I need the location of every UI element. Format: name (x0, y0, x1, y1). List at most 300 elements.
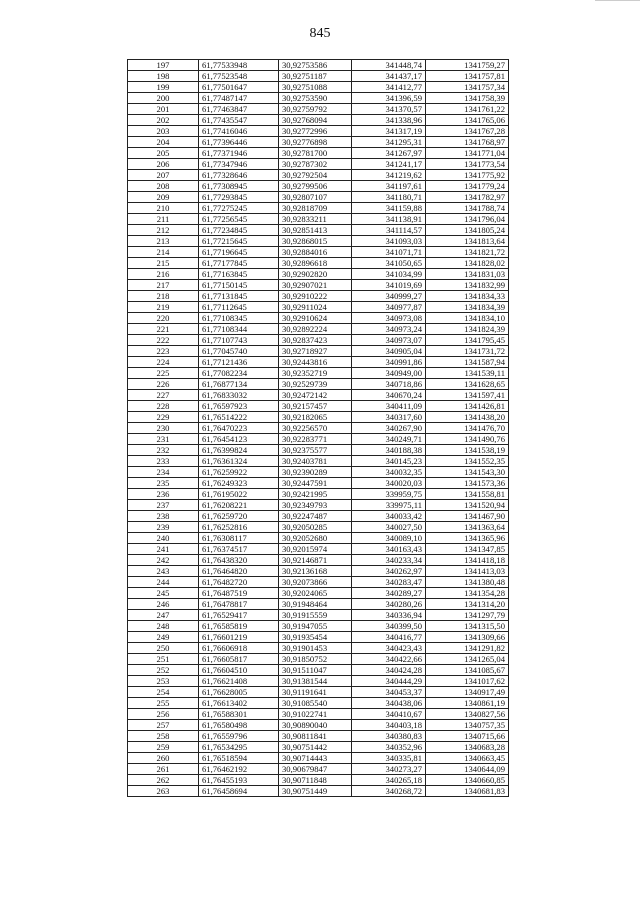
y-coordinate-cell: 1341085,67 (426, 665, 509, 676)
table-row (128, 434, 509, 445)
y-coordinate-cell: 1341538,19 (426, 445, 509, 456)
point-number-cell: 197 (128, 60, 199, 71)
coordinates-table (127, 59, 509, 797)
y-coordinate-cell: 1341418,18 (426, 555, 509, 566)
x-coordinate-cell: 341317,19 (352, 126, 426, 137)
x-coordinate-cell: 340268,72 (352, 786, 426, 797)
point-number-cell: 208 (128, 181, 199, 192)
y-coordinate-cell: 1341824,39 (426, 324, 509, 335)
x-coordinate-cell: 340973,08 (352, 313, 426, 324)
y-coordinate-cell: 1341759,27 (426, 60, 509, 71)
y-coordinate-cell: 1340644,09 (426, 764, 509, 775)
longitude-cell: 30,92792504 (279, 170, 352, 181)
latitude-cell: 61,76487519 (199, 588, 279, 599)
table-row (128, 610, 509, 621)
x-coordinate-cell: 340033,42 (352, 511, 426, 522)
table-row (128, 555, 509, 566)
y-coordinate-cell: 1341731,72 (426, 346, 509, 357)
longitude-cell: 30,92910222 (279, 291, 352, 302)
table-row (128, 247, 509, 258)
latitude-cell: 61,76438320 (199, 555, 279, 566)
x-coordinate-cell: 341180,71 (352, 192, 426, 203)
latitude-cell: 61,76613402 (199, 698, 279, 709)
point-number-cell: 198 (128, 71, 199, 82)
y-coordinate-cell: 1341628,65 (426, 379, 509, 390)
x-coordinate-cell: 340973,07 (352, 335, 426, 346)
longitude-cell: 30,92911024 (279, 302, 352, 313)
x-coordinate-cell: 340416,77 (352, 632, 426, 643)
point-number-cell: 254 (128, 687, 199, 698)
point-number-cell: 218 (128, 291, 199, 302)
latitude-cell: 61,76478817 (199, 599, 279, 610)
latitude-cell: 61,77112645 (199, 302, 279, 313)
latitude-cell: 61,77163845 (199, 269, 279, 280)
latitude-cell: 61,77177845 (199, 258, 279, 269)
longitude-cell: 30,92443816 (279, 357, 352, 368)
longitude-cell: 30,92472142 (279, 390, 352, 401)
longitude-cell: 30,92753586 (279, 60, 352, 71)
x-coordinate-cell: 340999,27 (352, 291, 426, 302)
longitude-cell: 30,92375577 (279, 445, 352, 456)
table-row (128, 170, 509, 181)
table-row (128, 577, 509, 588)
latitude-cell: 61,76361324 (199, 456, 279, 467)
longitude-cell: 30,92818709 (279, 203, 352, 214)
table-row (128, 181, 509, 192)
latitude-cell: 61,76585819 (199, 621, 279, 632)
latitude-cell: 61,77293845 (199, 192, 279, 203)
y-coordinate-cell: 1341587,94 (426, 357, 509, 368)
y-coordinate-cell: 1341552,35 (426, 456, 509, 467)
latitude-cell: 61,77501647 (199, 82, 279, 93)
y-coordinate-cell: 1341779,24 (426, 181, 509, 192)
longitude-cell: 30,91022741 (279, 709, 352, 720)
y-coordinate-cell: 1341354,28 (426, 588, 509, 599)
latitude-cell: 61,76249323 (199, 478, 279, 489)
x-coordinate-cell: 341338,96 (352, 115, 426, 126)
longitude-cell: 30,92837423 (279, 335, 352, 346)
point-number-cell: 247 (128, 610, 199, 621)
x-coordinate-cell: 339959,75 (352, 489, 426, 500)
latitude-cell: 61,76580498 (199, 720, 279, 731)
page-number: 845 (309, 26, 331, 41)
x-coordinate-cell: 340289,27 (352, 588, 426, 599)
latitude-cell: 61,77196645 (199, 247, 279, 258)
y-coordinate-cell: 1341758,39 (426, 93, 509, 104)
longitude-cell: 30,92902820 (279, 269, 352, 280)
table-row (128, 379, 509, 390)
table-row (128, 203, 509, 214)
latitude-cell: 61,76195022 (199, 489, 279, 500)
y-coordinate-cell: 1341597,41 (426, 390, 509, 401)
point-number-cell: 253 (128, 676, 199, 687)
longitude-cell: 30,90890040 (279, 720, 352, 731)
table-row (128, 599, 509, 610)
x-coordinate-cell: 340977,87 (352, 302, 426, 313)
latitude-cell: 61,76601219 (199, 632, 279, 643)
table-row (128, 225, 509, 236)
point-number-cell: 221 (128, 324, 199, 335)
y-coordinate-cell: 1341788,74 (426, 203, 509, 214)
point-number-cell: 216 (128, 269, 199, 280)
longitude-cell: 30,92283771 (279, 434, 352, 445)
y-coordinate-cell: 1341771,04 (426, 148, 509, 159)
point-number-cell: 226 (128, 379, 199, 390)
longitude-cell: 30,91901453 (279, 643, 352, 654)
latitude-cell: 61,76259720 (199, 511, 279, 522)
table-row (128, 742, 509, 753)
table-row (128, 643, 509, 654)
x-coordinate-cell: 340670,24 (352, 390, 426, 401)
table-row (128, 214, 509, 225)
longitude-cell: 30,90711848 (279, 775, 352, 786)
table-row (128, 313, 509, 324)
latitude-cell: 61,77131845 (199, 291, 279, 302)
table-row (128, 71, 509, 82)
longitude-cell: 30,92421995 (279, 489, 352, 500)
table-row (128, 467, 509, 478)
table-row (128, 60, 509, 71)
y-coordinate-cell: 1341426,81 (426, 401, 509, 412)
latitude-cell: 61,77328646 (199, 170, 279, 181)
x-coordinate-cell: 340317,60 (352, 412, 426, 423)
table-row (128, 533, 509, 544)
x-coordinate-cell: 341050,65 (352, 258, 426, 269)
latitude-cell: 61,77396446 (199, 137, 279, 148)
longitude-cell: 30,92073866 (279, 577, 352, 588)
point-number-cell: 231 (128, 434, 199, 445)
y-coordinate-cell: 1341765,06 (426, 115, 509, 126)
latitude-cell: 61,77371946 (199, 148, 279, 159)
x-coordinate-cell: 341295,31 (352, 137, 426, 148)
x-coordinate-cell: 341448,74 (352, 60, 426, 71)
point-number-cell: 234 (128, 467, 199, 478)
longitude-cell: 30,92247487 (279, 511, 352, 522)
point-number-cell: 260 (128, 753, 199, 764)
table-row (128, 137, 509, 148)
y-coordinate-cell: 1341363,64 (426, 522, 509, 533)
longitude-cell: 30,92776898 (279, 137, 352, 148)
latitude-cell: 61,77275245 (199, 203, 279, 214)
y-coordinate-cell: 1341017,62 (426, 676, 509, 687)
point-number-cell: 229 (128, 412, 199, 423)
point-number-cell: 211 (128, 214, 199, 225)
y-coordinate-cell: 1340917,49 (426, 687, 509, 698)
x-coordinate-cell: 340020,03 (352, 478, 426, 489)
point-number-cell: 242 (128, 555, 199, 566)
latitude-cell: 61,76464820 (199, 566, 279, 577)
longitude-cell: 30,92751187 (279, 71, 352, 82)
y-coordinate-cell: 1341828,02 (426, 258, 509, 269)
latitude-cell: 61,77234845 (199, 225, 279, 236)
x-coordinate-cell: 340991,86 (352, 357, 426, 368)
x-coordinate-cell: 341093,03 (352, 236, 426, 247)
latitude-cell: 61,76833032 (199, 390, 279, 401)
table-row (128, 478, 509, 489)
table-row (128, 126, 509, 137)
latitude-cell: 61,76308117 (199, 533, 279, 544)
latitude-cell: 61,76454123 (199, 434, 279, 445)
y-coordinate-cell: 1341539,11 (426, 368, 509, 379)
table-row (128, 720, 509, 731)
latitude-cell: 61,77308945 (199, 181, 279, 192)
y-coordinate-cell: 1341438,20 (426, 412, 509, 423)
point-number-cell: 203 (128, 126, 199, 137)
y-coordinate-cell: 1341813,64 (426, 236, 509, 247)
point-number-cell: 205 (128, 148, 199, 159)
latitude-cell: 61,77082234 (199, 368, 279, 379)
latitude-cell: 61,76597923 (199, 401, 279, 412)
y-coordinate-cell: 1341467,90 (426, 511, 509, 522)
latitude-cell: 61,76374517 (199, 544, 279, 555)
y-coordinate-cell: 1341805,24 (426, 225, 509, 236)
table-row (128, 544, 509, 555)
x-coordinate-cell: 340262,97 (352, 566, 426, 577)
longitude-cell: 30,92751088 (279, 82, 352, 93)
point-number-cell: 200 (128, 93, 199, 104)
point-number-cell: 213 (128, 236, 199, 247)
point-number-cell: 202 (128, 115, 199, 126)
x-coordinate-cell: 340335,81 (352, 753, 426, 764)
top-edge-rule (595, 0, 640, 1)
latitude-cell: 61,76470223 (199, 423, 279, 434)
y-coordinate-cell: 1341315,50 (426, 621, 509, 632)
x-coordinate-cell: 341034,99 (352, 269, 426, 280)
x-coordinate-cell: 340399,50 (352, 621, 426, 632)
longitude-cell: 30,92157457 (279, 401, 352, 412)
table-row (128, 346, 509, 357)
x-coordinate-cell: 340188,38 (352, 445, 426, 456)
x-coordinate-cell: 340403,18 (352, 720, 426, 731)
point-number-cell: 206 (128, 159, 199, 170)
latitude-cell: 61,76518594 (199, 753, 279, 764)
latitude-cell: 61,77215645 (199, 236, 279, 247)
x-coordinate-cell: 341241,17 (352, 159, 426, 170)
table-row (128, 423, 509, 434)
longitude-cell: 30,90751449 (279, 786, 352, 797)
point-number-cell: 214 (128, 247, 199, 258)
latitude-cell: 61,76588301 (199, 709, 279, 720)
table-row (128, 269, 509, 280)
y-coordinate-cell: 1341761,22 (426, 104, 509, 115)
table-row (128, 511, 509, 522)
x-coordinate-cell: 340410,67 (352, 709, 426, 720)
x-coordinate-cell: 341370,57 (352, 104, 426, 115)
latitude-cell: 61,76606918 (199, 643, 279, 654)
table-row (128, 621, 509, 632)
point-number-cell: 255 (128, 698, 199, 709)
longitude-cell: 30,92015974 (279, 544, 352, 555)
table-row (128, 588, 509, 599)
point-number-cell: 233 (128, 456, 199, 467)
latitude-cell: 61,77107743 (199, 335, 279, 346)
x-coordinate-cell: 340233,34 (352, 555, 426, 566)
table-row (128, 280, 509, 291)
x-coordinate-cell: 340163,43 (352, 544, 426, 555)
y-coordinate-cell: 1341558,81 (426, 489, 509, 500)
y-coordinate-cell: 1340827,56 (426, 709, 509, 720)
table-row (128, 357, 509, 368)
latitude-cell: 61,76455193 (199, 775, 279, 786)
latitude-cell: 61,77463847 (199, 104, 279, 115)
y-coordinate-cell: 1341768,97 (426, 137, 509, 148)
point-number-cell: 250 (128, 643, 199, 654)
y-coordinate-cell: 1341309,66 (426, 632, 509, 643)
table-row (128, 753, 509, 764)
longitude-cell: 30,92136168 (279, 566, 352, 577)
latitude-cell: 61,76877134 (199, 379, 279, 390)
table-row (128, 192, 509, 203)
x-coordinate-cell: 341267,97 (352, 148, 426, 159)
latitude-cell: 61,76252816 (199, 522, 279, 533)
table-row (128, 401, 509, 412)
longitude-cell: 30,91085540 (279, 698, 352, 709)
x-coordinate-cell: 340336,94 (352, 610, 426, 621)
longitude-cell: 30,92807107 (279, 192, 352, 203)
point-number-cell: 222 (128, 335, 199, 346)
y-coordinate-cell: 1341314,20 (426, 599, 509, 610)
table-row (128, 709, 509, 720)
x-coordinate-cell: 340352,96 (352, 742, 426, 753)
longitude-cell: 30,92403781 (279, 456, 352, 467)
point-number-cell: 256 (128, 709, 199, 720)
point-number-cell: 240 (128, 533, 199, 544)
longitude-cell: 30,92349793 (279, 500, 352, 511)
point-number-cell: 224 (128, 357, 199, 368)
y-coordinate-cell: 1341795,45 (426, 335, 509, 346)
point-number-cell: 263 (128, 786, 199, 797)
y-coordinate-cell: 1340683,28 (426, 742, 509, 753)
longitude-cell: 30,92781700 (279, 148, 352, 159)
y-coordinate-cell: 1341265,04 (426, 654, 509, 665)
longitude-cell: 30,92907021 (279, 280, 352, 291)
coordinates-table-body (128, 60, 509, 797)
x-coordinate-cell: 340267,90 (352, 423, 426, 434)
x-coordinate-cell: 340249,71 (352, 434, 426, 445)
x-coordinate-cell: 340032,35 (352, 467, 426, 478)
longitude-cell: 30,92146871 (279, 555, 352, 566)
latitude-cell: 61,76208221 (199, 500, 279, 511)
longitude-cell: 30,92799506 (279, 181, 352, 192)
latitude-cell: 61,77416046 (199, 126, 279, 137)
y-coordinate-cell: 1341782,97 (426, 192, 509, 203)
point-number-cell: 217 (128, 280, 199, 291)
x-coordinate-cell: 340089,10 (352, 533, 426, 544)
latitude-cell: 61,76462192 (199, 764, 279, 775)
y-coordinate-cell: 1341297,79 (426, 610, 509, 621)
x-coordinate-cell: 340905,04 (352, 346, 426, 357)
table-row (128, 412, 509, 423)
y-coordinate-cell: 1341413,03 (426, 566, 509, 577)
y-coordinate-cell: 1341291,82 (426, 643, 509, 654)
longitude-cell: 30,92892224 (279, 324, 352, 335)
latitude-cell: 61,77347946 (199, 159, 279, 170)
latitude-cell: 61,77256545 (199, 214, 279, 225)
longitude-cell: 30,92772996 (279, 126, 352, 137)
longitude-cell: 30,92768094 (279, 115, 352, 126)
point-number-cell: 230 (128, 423, 199, 434)
longitude-cell: 30,92910624 (279, 313, 352, 324)
point-number-cell: 204 (128, 137, 199, 148)
point-number-cell: 199 (128, 82, 199, 93)
point-number-cell: 246 (128, 599, 199, 610)
y-coordinate-cell: 1340757,35 (426, 720, 509, 731)
table-row (128, 82, 509, 93)
point-number-cell: 241 (128, 544, 199, 555)
longitude-cell: 30,92753590 (279, 93, 352, 104)
y-coordinate-cell: 1340861,19 (426, 698, 509, 709)
latitude-cell: 61,76458694 (199, 786, 279, 797)
table-row (128, 698, 509, 709)
longitude-cell: 30,92718927 (279, 346, 352, 357)
x-coordinate-cell: 340423,43 (352, 643, 426, 654)
longitude-cell: 30,92050285 (279, 522, 352, 533)
x-coordinate-cell: 340280,26 (352, 599, 426, 610)
table-row (128, 445, 509, 456)
table-row (128, 566, 509, 577)
table-row (128, 335, 509, 346)
point-number-cell: 243 (128, 566, 199, 577)
y-coordinate-cell: 1341757,34 (426, 82, 509, 93)
x-coordinate-cell: 340438,06 (352, 698, 426, 709)
latitude-cell: 61,77108344 (199, 324, 279, 335)
point-number-cell: 209 (128, 192, 199, 203)
x-coordinate-cell: 341197,61 (352, 181, 426, 192)
point-number-cell: 236 (128, 489, 199, 500)
latitude-cell: 61,76559796 (199, 731, 279, 742)
table-row (128, 731, 509, 742)
x-coordinate-cell: 340422,66 (352, 654, 426, 665)
point-number-cell: 252 (128, 665, 199, 676)
x-coordinate-cell: 340949,00 (352, 368, 426, 379)
point-number-cell: 257 (128, 720, 199, 731)
longitude-cell: 30,92182065 (279, 412, 352, 423)
point-number-cell: 201 (128, 104, 199, 115)
table-row (128, 522, 509, 533)
table-row (128, 764, 509, 775)
point-number-cell: 232 (128, 445, 199, 456)
table-row (128, 687, 509, 698)
longitude-cell: 30,90679847 (279, 764, 352, 775)
y-coordinate-cell: 1341834,10 (426, 313, 509, 324)
table-row (128, 258, 509, 269)
x-coordinate-cell: 341219,62 (352, 170, 426, 181)
longitude-cell: 30,90714443 (279, 753, 352, 764)
longitude-cell: 30,91947055 (279, 621, 352, 632)
y-coordinate-cell: 1341573,36 (426, 478, 509, 489)
table-row (128, 632, 509, 643)
x-coordinate-cell: 341396,59 (352, 93, 426, 104)
latitude-cell: 61,77121436 (199, 357, 279, 368)
y-coordinate-cell: 1340660,85 (426, 775, 509, 786)
latitude-cell: 61,77045740 (199, 346, 279, 357)
point-number-cell: 225 (128, 368, 199, 379)
table-row (128, 148, 509, 159)
latitude-cell: 61,76628005 (199, 687, 279, 698)
y-coordinate-cell: 1341832,99 (426, 280, 509, 291)
x-coordinate-cell: 340424,28 (352, 665, 426, 676)
table-row (128, 489, 509, 500)
x-coordinate-cell: 341437,17 (352, 71, 426, 82)
y-coordinate-cell: 1341834,33 (426, 291, 509, 302)
point-number-cell: 248 (128, 621, 199, 632)
table-row (128, 676, 509, 687)
y-coordinate-cell: 1341490,76 (426, 434, 509, 445)
point-number-cell: 215 (128, 258, 199, 269)
point-number-cell: 261 (128, 764, 199, 775)
longitude-cell: 30,92529739 (279, 379, 352, 390)
table-row (128, 654, 509, 665)
